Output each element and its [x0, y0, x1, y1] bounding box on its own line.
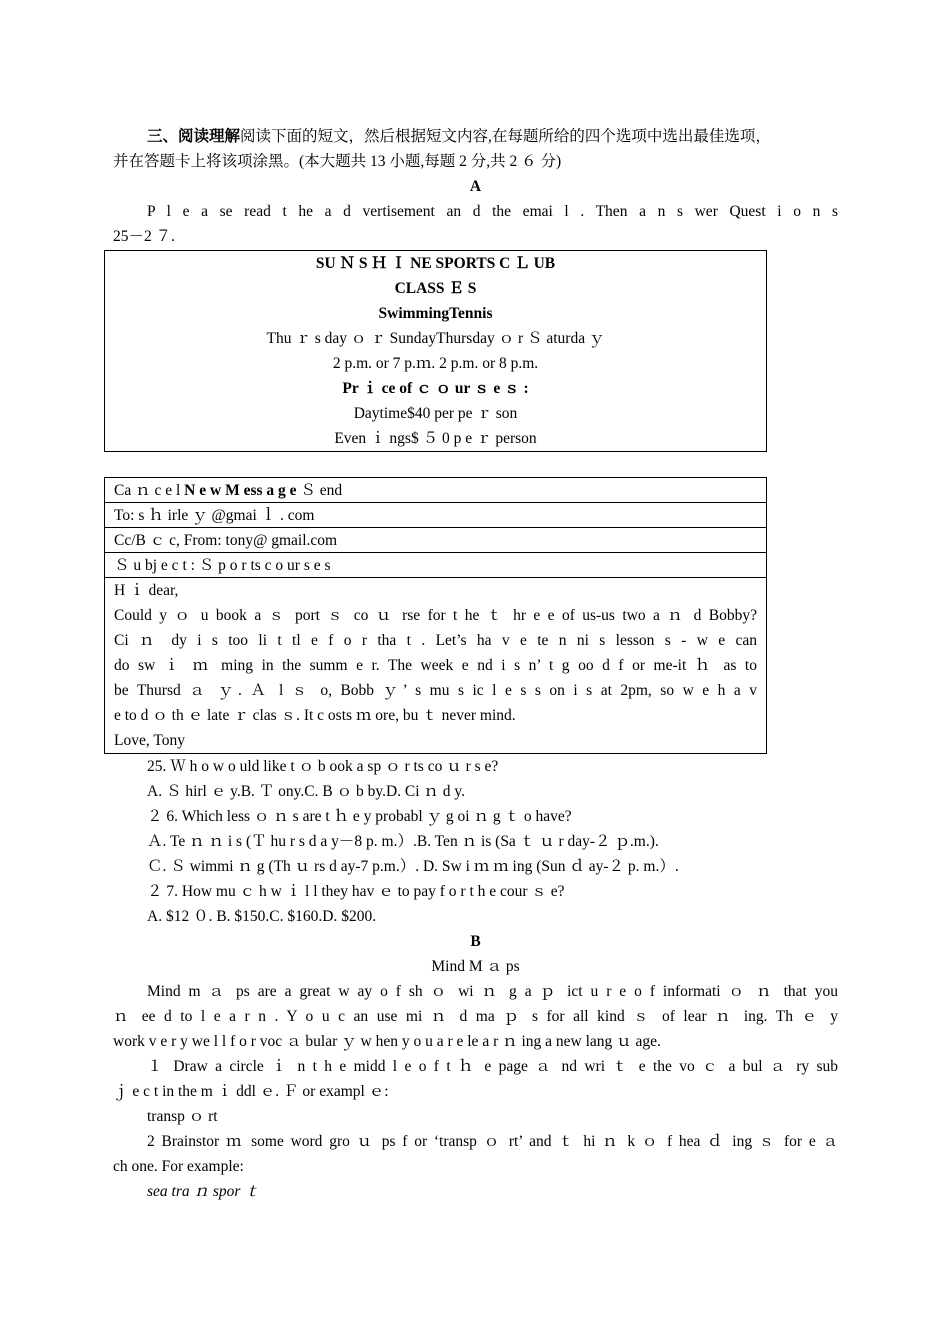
- exam-page: [113, 124, 838, 1204]
- email-cancel: Ca ｎ c e l: [114, 482, 185, 499]
- email-send: Ｓ end: [300, 482, 343, 499]
- email-cc-from: Cc/B ｃ c, From: tony@ gmail.com: [105, 528, 766, 553]
- email-toolbar: [105, 478, 766, 503]
- email-title: N e w M ess a g e: [184, 482, 301, 499]
- section-header-line2: 并在答题卡上将该项涂黑。(本大题共 13 小题,每题 2 分,共 2 ６ 分): [113, 153, 562, 170]
- passage-a-label: A: [469, 178, 482, 195]
- passage-a-intro-line2: 25－2 ７.: [113, 228, 176, 245]
- email-signoff: Love, Tony: [114, 732, 185, 749]
- section-instructions: 阅读下面的短文，然后根据短文内容,在每题所给的四个选项中选出最佳选项，: [240, 128, 771, 145]
- email-body-line: Could y ｏ u book a ｓ port ｓ co ｕ rse for t he ｔ hr e e of us-us two a ｎ d Bobby?: [114, 607, 757, 624]
- section-title: 三、阅读理解: [147, 128, 241, 145]
- question-26-options-ab: Ａ. Te ｎ ｎ i s (Ｔ hu r s d a y－8 p. m.）.B. Ten ｎ is (Sa ｔ ｕ r day-２ ｐ.m.).: [147, 833, 659, 850]
- class-days: Thu ｒ s day ｏ ｒ SundayThursday ｏ r Ｓ aturda ｙ: [266, 330, 605, 347]
- classes-heading: CLASS Ｅ S: [394, 280, 477, 297]
- question-26-stem: ２ 6. Which less ｏ ｎ s are t ｈ e y probabl ｙ g oi ｎ g ｔ o have?: [147, 808, 572, 825]
- email-body-line: e to d ｏ th ｅ late ｒ clas ｓ. It c osts ｍ ore, bu ｔ never mind.: [114, 707, 516, 724]
- email-body-line: do sw ｉ ｍ ming in the summ e r. The week e nd i s n’ t g oo d f or me-it ｈ as to: [114, 657, 757, 674]
- passage-b-title: Mind M ａ ps: [431, 958, 520, 975]
- price-heading: Pr ｉ ce of ｃ ｏ ur ｓ e ｓ :: [342, 380, 529, 397]
- club-name: SU Ｎ S Ｈ Ｉ NE SPORTS C Ｌ UB: [315, 255, 556, 272]
- email-to: To: s ｈ irle ｙ @gmai ｌ . com: [105, 503, 766, 528]
- price-daytime: Daytime$40 per pe ｒ son: [353, 405, 518, 422]
- passage-a-intro-line1: P l e a se read t he a d vertisement an d the emai l . Then a n s wer Quest i o n s: [147, 203, 838, 220]
- price-evening: Even ｉ ngs$ ５ 0 p e ｒ person: [334, 430, 537, 447]
- passage-b-para1-line: work v e r y we l l f o r voc ａ bular ｙ w hen y o u a r e le a r ｎ ing a new lang ｕ age.: [113, 1033, 661, 1050]
- passage-b-label: B: [470, 933, 481, 950]
- passage-b-example1: transp ｏ rt: [147, 1108, 218, 1125]
- question-27-options: A. $12 ０. B. $150.C. $160.D. $200.: [147, 908, 377, 925]
- section-header-line1: [113, 124, 838, 149]
- passage-b-step1-line: １ Draw a circle ｉ n t h e midd l e o f t ｈ e page ａ nd wri ｔ e the vo ｃ a bul ａ ry sub: [147, 1058, 838, 1075]
- class-times: 2 p.m. or 7 p.ｍ. 2 p.m. or 8 p.m.: [332, 355, 539, 372]
- email-body-line: be Thursd ａ ｙ. Ａ l ｓ o, Bobb ｙ’ s mu s ic l e s s on i s at 2pm, so w e h a v: [114, 682, 757, 699]
- class-subjects: SwimmingTennis: [378, 305, 493, 322]
- passage-b-step2-line: 2 Brainstor ｍ some word gro ｕ ps f or ‘transp ｏ rt’ and ｔ hi ｎ k ｏ f hea ｄ ing ｓ for e ａ: [147, 1133, 838, 1150]
- question-25-stem: 25. Ｗ h o w o uld like t ｏ b ook a sp ｏ r ts co ｕ r s e?: [147, 758, 499, 775]
- question-26-options-cd: Ｃ. Ｓ wimmi ｎ g (Th ｕ rs d ay-7 p.m.）. D. Sw i ｍ ｍ ing (Sun ｄ ay-２ p. m.）.: [147, 858, 679, 875]
- passage-b-step1-line: ｊ e c t in the m ｉ ddl ｅ. Ｆ or exampl ｅ:: [113, 1083, 389, 1100]
- question-25-options: A. Ｓ hirl ｅ y.B. Ｔ ony.C. B ｏ b by.D. Ci ｎ d y.: [147, 783, 466, 800]
- email-body: [105, 578, 766, 753]
- question-27-stem: ２ 7. How mu ｃ h w ｉ l l they hav ｅ to pay f o r t h e cour ｓ e?: [147, 883, 565, 900]
- passage-b-step2-line: ch one. For example:: [113, 1158, 244, 1175]
- passage-b-example2: sea tra ｎ spor ｔ: [147, 1183, 260, 1200]
- email-body-line: Ci ｎ dy i s too li t tl e f o r tha t . Let’s ha v e te n ni s lesson s - w e can: [114, 632, 757, 649]
- email-box: [104, 477, 767, 754]
- passage-b-para1-line: ｎ ee d to l e a r n . Y o u c an use mi ｎ d ma ｐ s for all kind ｓ of lear ｎ ing. Th ｅ y: [113, 1008, 838, 1025]
- advertisement-box: [104, 250, 767, 452]
- email-subject: Ｓ u bj e c t : Ｓ p o r ts c o ur s e s: [105, 553, 766, 578]
- passage-b-para1-line: Mind m ａ ps are a great w ay o f sh ｏ wi ｎ g a ｐ ict u r e o f informati ｏ ｎ that you: [147, 983, 838, 1000]
- email-greeting: H ｉ dear,: [114, 582, 179, 599]
